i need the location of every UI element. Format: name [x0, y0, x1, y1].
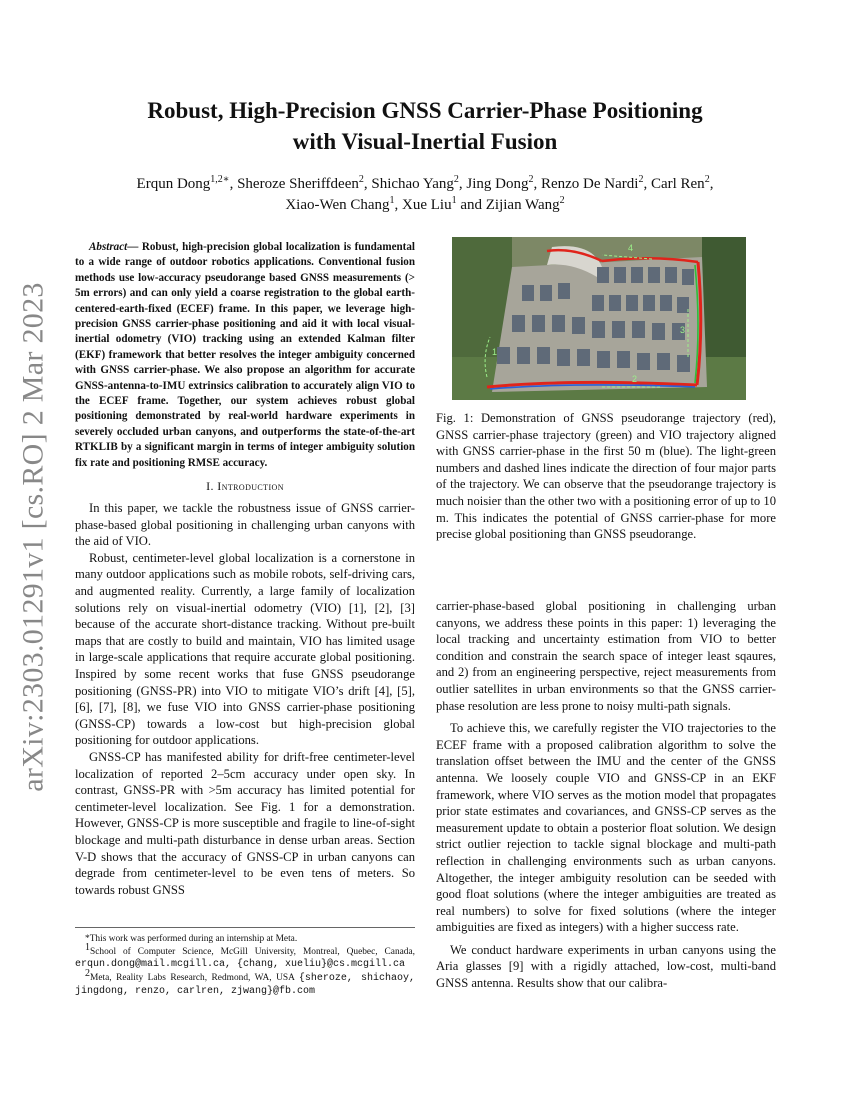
direction-label: 2 — [632, 374, 638, 384]
email-list: erqun.dong@mail.mcgill.ca, {chang, xueliu}@cs.mcgill.ca — [75, 959, 406, 971]
author-name: , Sheroze Sheriffdeen — [229, 176, 359, 192]
footnote: *This work was performed during an internship at Meta. — [85, 934, 298, 944]
affiliation-mark: 2 — [358, 174, 364, 185]
affiliation-mark: 2 — [559, 195, 565, 206]
abstract — [75, 240, 415, 471]
direction-label: 1 — [492, 347, 498, 357]
author-name: Erqun Dong — [136, 176, 211, 192]
footnote: $^1$School of Computer Science, McGill University, Montreal, Quebec, Canada, erqun.dong@mail.mcgill.ca, {chang, xueliu}@cs.mcgill.ca — [75, 941, 415, 971]
abstract-lead: Abstract — [89, 241, 128, 253]
affiliation-mark: 2 — [453, 174, 459, 185]
paragraph: carrier-phase-based global positioning in challenging urban canyons, we address these points in this paper: 1) leveraging the local tracking and uncertainty estimation from VIO to better condition and constrain the search space of integer least sqaures, and 2) from an engineering perspective, reject measurements from outlier satellites in urban environments so that the GNSS carrier-phase resolution are less prone to noisy multi-path signals. — [436, 599, 776, 713]
footnotes — [75, 927, 415, 999]
affiliation-mark: 2 — [704, 174, 710, 185]
affiliation-mark: 2 — [528, 174, 534, 185]
paragraph: In this paper, we tackle the robustness issue of GNSS carrier-phase-based global positioning in challenging urban canyons with the aid of VIO. — [75, 501, 415, 549]
paragraph: Robust, centimeter-level global localization is a cornerstone in many outdoor applications such as mobile robots, self-driving cars, and augmented reality. Currently, a large family of localization solutions rely on visual-inertial odometry (VIO) [1], [2], [3] because of the accurate short-distance tracking. Without pre-built maps that are costly to build and maintain, VIO has limited usage in large-scale applications that require accurate global positioning. Inspired by some recent works that fuse GNSS pseudorange positioning (GNSS-PR) into VIO to mitigate VIO’s drift [4], [5], [6], [7], [8], we fuse VIO into GNSS carrier-phase positioning (GNSS-CP) towards a low-cost but high-precision global positioning for outdoor applications. — [75, 550, 415, 748]
affiliation-mark: 1,2∗ — [210, 174, 230, 185]
left-column — [75, 240, 415, 898]
arxiv-stamp: arXiv:2303.01291v1 [cs.RO] 2 Mar 2023 — [17, 282, 50, 792]
affiliation-mark: 1 — [451, 195, 457, 206]
direction-label: 4 — [628, 243, 634, 253]
email-list: {sheroze, shichaoy, jingdong, renzo, carlren, zjwang}@fb.com — [75, 972, 415, 998]
aerial-map-image — [452, 237, 746, 400]
author-name: , — [709, 176, 714, 192]
affiliation-mark: 1 — [389, 195, 395, 206]
author-name: and Zijian Wang — [456, 197, 560, 213]
section-heading: I. Introduction — [206, 479, 284, 494]
author-line — [80, 195, 770, 216]
right-column — [436, 598, 776, 992]
footnote: $^2$Meta, Reality Labs Research, Redmond, WA, USA {sheroze, shichaoy, jingdong, renzo, carlren, zjwang}@fb.com — [75, 967, 415, 998]
title-line: with Visual-Inertial Fusion — [292, 129, 558, 154]
paragraph: We conduct hardware experiments in urban canyons using the Aria glasses [9] with a rigidly attached, low-cost, multi-band GNSS antenna. Results show that our calibra- — [436, 942, 776, 991]
author-name: , Jing Dong — [458, 176, 529, 192]
paragraph: To achieve this, we carefully register the VIO trajectories to the ECEF frame with a proposed calibration algorithm to solve the translation offset between the IMU and the center of the GNSS antenna. We loosely couple VIO and GNSS-CP in an EKF framework, where VIO serves as the motion model that propagates prior state estimates and covariances, and GNSS-CP serves as the measurement update to obtain a posterior float solution. We design strict outlier rejection to tackle signal blockage and multi-path reflection in challenging environments such as urban canyons. Altogether, the integer ambiguity resolution can be seeded with good float solutions (where the integer ambiguities are treated as real numbers) to solve for fixed solutions (where the integer ambiguities are fixed as integers) with a higher success rate. — [436, 721, 776, 935]
paper-title — [80, 95, 770, 157]
author-name: , Xue Liu — [394, 197, 452, 213]
author-list — [80, 174, 770, 216]
author-name: , Renzo De Nardi — [533, 176, 639, 192]
affiliation-mark: 2 — [638, 174, 644, 185]
paragraph: GNSS-CP has manifested ability for drift-free centimeter-level localization of reported 2–5cm accuracy under open sky. In contrast, GNSS-PR with >5m accuracy has limited potential for centimeter-level localization. See Fig. 1 for a demonstration. However, GNSS-CP is more susceptible and fragile to line-of-sight blockage and multi-path disturbance in dense urban areas. Section V-D shows that the accuracy of GNSS-CP in urban canyons can degrade from centimeter-level to be even tens of meters. So towards robust GNSS — [75, 750, 415, 897]
figure-aerial-trajectory — [452, 237, 746, 400]
author-name: , Shichao Yang — [363, 176, 454, 192]
title-line: Robust, High-Precision GNSS Carrier-Phase Positioning — [147, 98, 703, 123]
figure-caption: Fig. 1: Demonstration of GNSS pseudorange trajectory (red), GNSS carrier-phase trajectory (green) and VIO trajectory aligned with GNSS carrier-phase in the first 50 m (blue). The light-green numbers and dashed lines indicate the direction of four major parts of the trajectory. We can observe that the pseudorange trajectory is much noisier than the other two with a positioning error of up to 10 m. This indicates the potential of GNSS carrier-phase for more precise global positioning than GNSS pseudorange. — [436, 411, 776, 542]
author-line — [80, 174, 770, 195]
abstract-text: — Robust, high-precision global localization is fundamental to a wide range of outdoor robotics applications. Conventional fusion methods use low-accuracy pseudorange based GNSS measurements (> 5m errors) and can only yield a coarse registration to the global earth-centered-earth-fixed (ECEF) frame. In this paper, we leverage high-precision GNSS carrier-phase positioning and aid it with local visual-inertial odometry (VIO) tracking using an extended Kalman filter (EKF) framework that better resolves the integer ambiguity concerned with GNSS carrier-phase. We also propose an algorithm for accurate GNSS-antenna-to-IMU extrinsics calibration to accurately align VIO to the ECEF frame. Together, our system achieves robust global positioning demonstrated by real-world hardware experiments in severely occluded urban canyons, and outperforms the state-of-the-art RTKLIB by a significant margin in terms of integer ambiguity solution fix rate and positioning RMSE accuracy. — [75, 241, 415, 469]
author-name: Xiao-Wen Chang — [285, 197, 390, 213]
direction-label: 3 — [680, 325, 686, 335]
author-name: , Carl Ren — [643, 176, 705, 192]
